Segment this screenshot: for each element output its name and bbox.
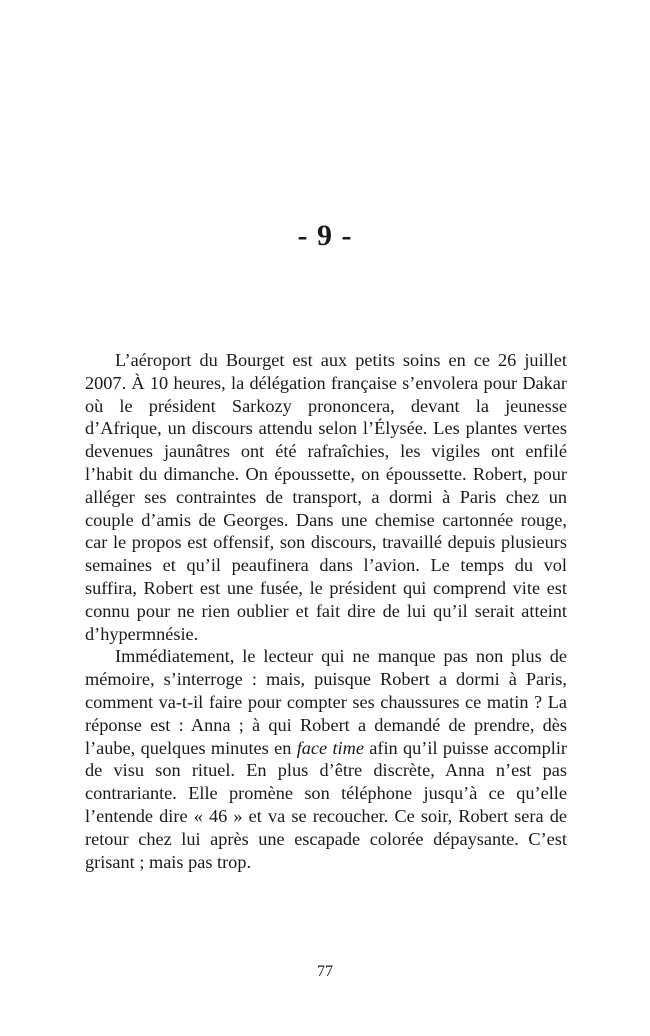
- paragraph-1: [85, 349, 567, 645]
- italic-phrase: face time: [296, 737, 364, 758]
- chapter-title: - 9 -: [297, 219, 353, 252]
- page-number: 77: [317, 963, 333, 980]
- paragraph-text: L’aéroport du Bourget est aux petits soins en ce 26 juillet 2007. À 10 heures, la délégation française s’envolera pour Dakar où le président Sarkozy prononcera, devant la jeunesse d’Afrique, un discours attendu selon l’Élysée. Les plantes vertes devenues jaunâtres ont été rafraîchies, les vigiles ont enfilé l’habit du dimanche. On époussette, on époussette. Robert, pour alléger ses contraintes de transport, a dormi à Paris chez un couple d’amis de Georges. Dans une chemise cartonnée rouge, car le propos est offensif, son discours, travaillé depuis plusieurs semaines et qu’il peaufinera dans l’avion. Le temps du vol suffira, Robert est une fusée, le président qui comprend vite est connu pour ne rien oublier et fait dire de lui qu’il serait atteint d’hypermnésie.: [85, 350, 567, 644]
- chapter-body: [85, 349, 567, 873]
- paragraph-text: Immédiatement, le lecteur qui ne manque pas non plus de mémoire, s’interroge : mais, puisque Robert a dormi à Paris, comment va-t-il faire pour compter ses chaussures ce matin ? La réponse est : Anna ; à qui Robert a demandé de prendre, dès l’aube, quelques minutes en: [85, 646, 567, 758]
- paragraph-text: afin qu’il puisse accomplir de visu son rituel. En plus d’être discrète, Anna n’est pas contrariante. Elle promène son téléphone jusqu’à ce qu’elle l’entende dire « 46 » et va se recoucher. Ce soir, Robert sera de retour chez lui après une escapade colorée dépaysante. C’est grisant ; mais pas trop.: [85, 737, 567, 872]
- paragraph-2: [85, 645, 567, 873]
